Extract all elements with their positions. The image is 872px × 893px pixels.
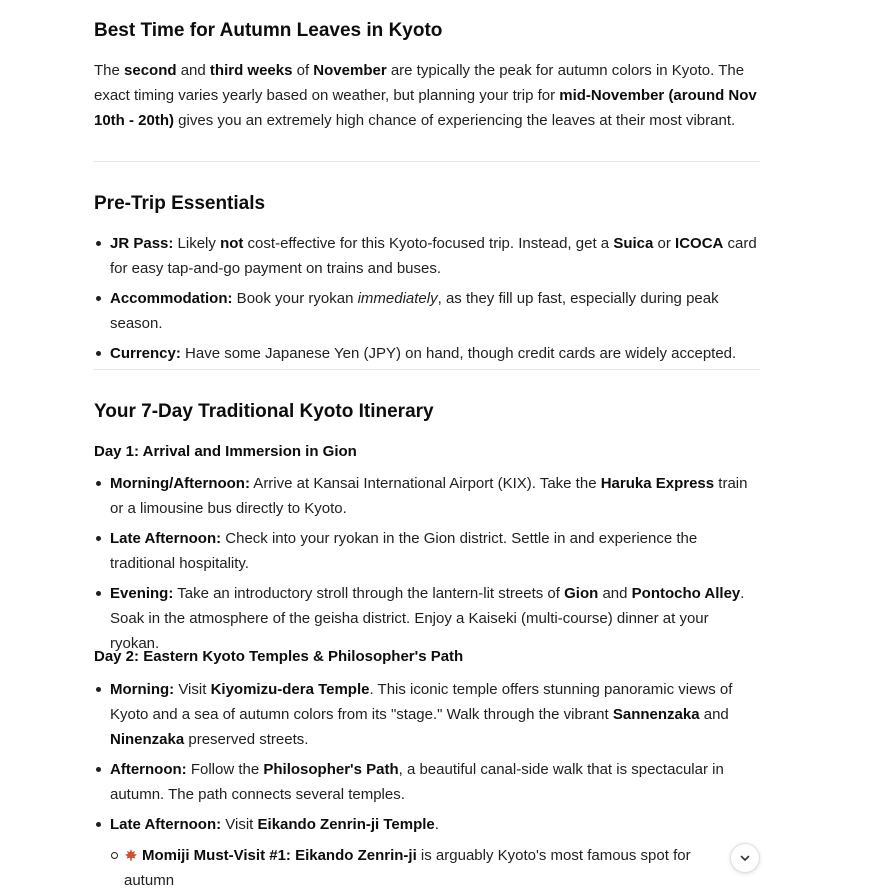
bold-text: Kiyomizu-dera Temple <box>210 681 370 698</box>
bold-text: Haruka Express <box>600 475 715 492</box>
item-label: Evening: <box>110 585 174 602</box>
text: cost-effective for this Kyoto-focused trip. Instead, get a <box>243 235 614 252</box>
list-item-day1-late-afternoon <box>94 526 760 576</box>
text: Have some Japanese Yen (JPY) on hand, though credit cards are widely accepted. <box>180 345 737 362</box>
text: train or a limousine bus directly to Kyoto. <box>110 475 748 517</box>
pre-trip-list <box>94 231 760 371</box>
day-2-title: Day 2: Eastern Kyoto Temples & Philosopher's Path <box>94 648 464 665</box>
list-item-day2-afternoon <box>94 757 760 807</box>
list-item-day2-morning <box>94 677 760 752</box>
chevron-down-icon <box>739 852 751 864</box>
text: . Soak in the atmosphere of the geisha district. Enjoy a Kaiseki (multi-course) dinner at your ryokan. <box>110 585 745 652</box>
bold-text: Sannenzaka <box>612 706 700 723</box>
text: or <box>653 235 676 252</box>
text: Book your ryokan <box>232 290 358 307</box>
day-1-list <box>94 471 760 661</box>
bold-text: Ninenzaka <box>110 731 185 748</box>
item-label: Morning/Afternoon: <box>110 475 250 492</box>
italic-text: immediately <box>357 290 438 307</box>
day-1-title: Day 1: Arrival and Immersion in Gion <box>94 443 357 460</box>
item-label: Afternoon: <box>110 761 187 778</box>
text: The <box>94 62 125 79</box>
text: and <box>176 62 210 79</box>
bold-text: third weeks <box>209 62 293 79</box>
list-item-day1-evening <box>94 581 760 656</box>
text: is arguably Kyoto's most famous spot for autumn <box>124 847 691 889</box>
day-2-sublist <box>110 843 730 893</box>
item-label: Currency: <box>110 345 181 362</box>
text: Likely <box>173 235 221 252</box>
bold-text: Gion <box>564 585 599 602</box>
heading-best-time: Best Time for Autumn Leaves in Kyoto <box>94 20 443 41</box>
item-label: Morning: <box>110 681 175 698</box>
bold-text: Momiji Must-Visit #1: Eikando Zenrin-ji <box>142 847 417 864</box>
text: of <box>292 62 314 79</box>
text: Check into your ryokan in the Gion district. Settle in and experience the traditional hospitality. <box>110 530 698 572</box>
bold-text: ICOCA <box>675 235 724 252</box>
list-item-currency <box>94 341 760 366</box>
day-2-list <box>94 677 760 842</box>
bold-text: mid-November (around Nov 10th - 20th) <box>94 87 757 129</box>
text: . This iconic temple offers stunning panoramic views of Kyoto and a sea of autumn colors from its "stage." Walk through the vibrant <box>110 681 733 723</box>
text: Arrive at Kansai International Airport (KIX). Take the <box>249 475 601 492</box>
bold-text: Suica <box>613 235 654 252</box>
heading-itinerary: Your 7-Day Traditional Kyoto Itinerary <box>94 401 434 422</box>
bold-text: second <box>124 62 177 79</box>
divider <box>94 161 760 162</box>
bold-text: Eikando Zenrin-ji Temple <box>257 816 435 833</box>
heading-pre-trip: Pre-Trip Essentials <box>94 193 266 214</box>
list-item-accommodation <box>94 286 760 336</box>
list-item-day2-late-afternoon <box>94 812 760 837</box>
item-label: Late Afternoon: <box>110 816 222 833</box>
text: Take an introductory stroll through the lantern-lit streets of <box>173 585 565 602</box>
text: card for easy tap-and-go payment on trains and buses. <box>110 235 757 277</box>
text: are typically the peak for autumn colors in Kyoto. The exact timing varies yearly based on weather, but planning your trip for <box>94 62 745 104</box>
text: gives you an extremely high chance of experiencing the leaves at their most vibrant. <box>174 112 736 129</box>
bold-text: November <box>313 62 387 79</box>
item-label: JR Pass: <box>110 235 174 252</box>
text: , as they fill up fast, especially during peak season. <box>110 290 719 332</box>
item-label: Accommodation: <box>110 290 233 307</box>
text: , a beautiful canal-side walk that is spectacular in autumn. The path connects several temples. <box>110 761 724 803</box>
bold-text: Philosopher's Path <box>263 761 399 778</box>
item-label: Late Afternoon: <box>110 530 222 547</box>
text: and <box>699 706 729 723</box>
list-item-day1-morning <box>94 471 760 521</box>
text: preserved streets. <box>184 731 309 748</box>
bold-text: not <box>220 235 244 252</box>
text: Visit <box>221 816 258 833</box>
text: Follow the <box>186 761 264 778</box>
text: . <box>434 816 439 833</box>
divider <box>94 369 760 370</box>
list-item-jr-pass <box>94 231 760 281</box>
bold-text: Pontocho Alley <box>631 585 741 602</box>
text: Visit <box>174 681 211 698</box>
sublist-item-momiji <box>110 843 730 893</box>
scroll-down-button[interactable] <box>730 843 760 873</box>
maple-leaf-icon <box>124 843 138 868</box>
best-time-paragraph <box>94 58 760 133</box>
text: and <box>598 585 632 602</box>
